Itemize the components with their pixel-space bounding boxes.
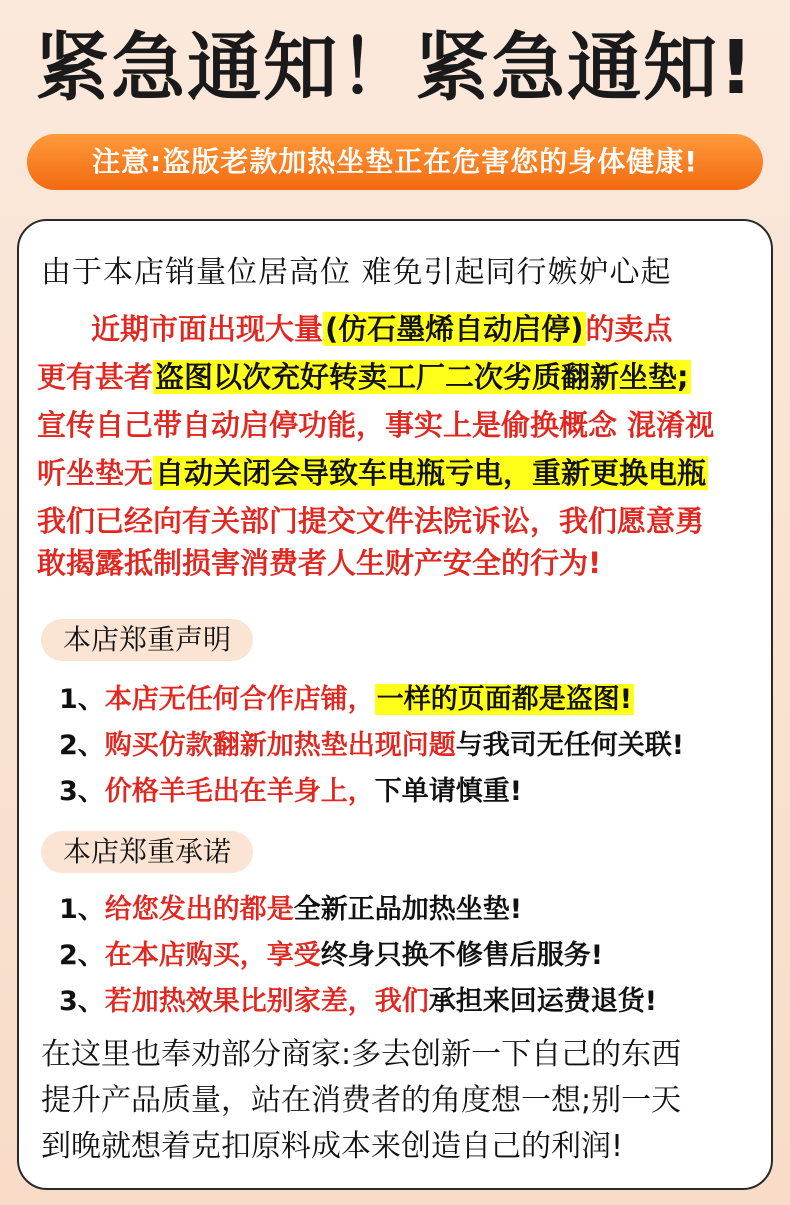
item-red-text: 给您发出的都是 [104,894,294,925]
intro-line-1: 由于本店销量位居高位 难免引起同行嫉妒心起 [41,255,672,290]
item-plain-text: 终身只换不修售后服务! [320,940,604,971]
item-red-text: 若加热效果比别家差，我们 [104,986,429,1017]
item-number: 3、 [59,776,105,807]
intro-line-7: 敢揭露抵制损害消费者人生财产安全的行为! [37,546,602,580]
item-number: 2、 [59,940,105,971]
intro-text: 更有甚者 [37,360,154,394]
item-plain-text: 承担来回运费退货! [428,986,658,1017]
item-plain-text: 全新正品加热坐垫! [293,894,523,925]
item-number: 2、 [59,730,105,761]
promise-item [59,981,657,1023]
item-number: 1、 [59,684,105,715]
statement-item [59,725,684,767]
highlight-text: 一样的页面都是盗图! [376,684,633,715]
intro-text: 近期市面出现大量 [91,312,324,346]
item-plain-text: 下单请慎重! [374,776,523,807]
closing-line-3: 到晚就想着克扣原料成本来创造自己的利润! [41,1129,624,1164]
statement-heading: 本店郑重声明 [41,619,253,661]
page-title: 紧急通知！紧急通知! [35,25,755,111]
intro-line-2 [19,307,790,351]
item-red-text: 在本店购买，享受 [104,940,321,971]
highlight-text: (仿石墨烯自动启停) [325,312,584,346]
warning-banner: 注意:盗版老款加热坐垫正在危害您的身体健康! [27,134,763,190]
highlight-text: 盗图以次充好转卖工厂二次劣质翻新坐垫; [155,360,689,394]
intro-text: 听坐垫无 [37,456,154,490]
statement-item [59,771,522,813]
intro-line-3 [19,355,790,399]
intro-line-4: 宣传自己带自动启停功能，事实上是偷换概念 混淆视 [37,408,715,442]
promise-item [59,889,522,931]
promise-item [59,935,603,977]
intro-line-6: 我们已经向有关部门提交文件法院诉讼，我们愿意勇 [37,504,705,538]
highlight-text: 自动关闭会导致车电瓶亏电，重新更换电瓶 [155,456,707,490]
item-red-text: 购买仿款翻新加热垫出现问题 [104,730,456,761]
promise-heading: 本店郑重承诺 [41,831,253,873]
item-number: 3、 [59,986,105,1017]
item-number: 1、 [59,894,105,925]
closing-line-1: 在这里也奉劝部分商家:多去创新一下自己的东西 [41,1037,682,1072]
closing-line-2: 提升产品质量，站在消费者的角度想一想;别一天 [41,1083,682,1118]
intro-line-5 [19,451,790,495]
statement-item [59,679,634,721]
item-plain-text: 与我司无任何关联! [455,730,685,761]
intro-text: 的卖点 [585,312,673,346]
item-red-text: 价格羊毛出在羊身上， [104,776,375,807]
notice-card [17,219,773,1190]
item-red-text: 本店无任何合作店铺， [104,684,375,715]
